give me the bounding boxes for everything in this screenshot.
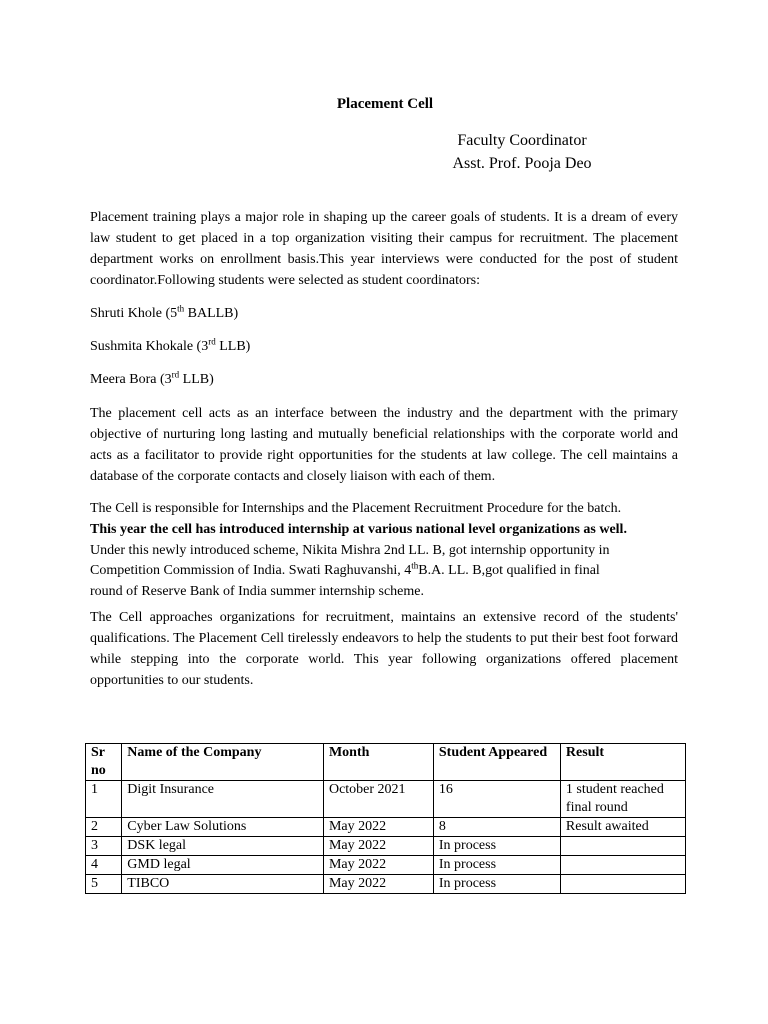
student-coordinator: Meera Bora (3rd LLB) xyxy=(90,369,214,387)
cell-students: In process xyxy=(433,856,560,875)
cell-result xyxy=(560,875,685,894)
page-title: Placement Cell xyxy=(336,96,434,112)
cell-sr: 5 xyxy=(86,875,122,894)
cell-result xyxy=(560,856,685,875)
cell-month: May 2022 xyxy=(323,837,433,856)
internship-line: round of Reserve Bank of India summer internship scheme. xyxy=(90,584,424,599)
cell-company: Cyber Law Solutions xyxy=(122,818,324,837)
cell-company: DSK legal xyxy=(122,837,324,856)
intro-paragraph: Placement training plays a major role in shaping up the career goals of students. It is a dream of every law student to get placed in a top organization visiting their campus for recruitment. The placement department works on enrollment basis.This year interviews were conducted for the post of student coordinator.Following students were selected as student coordinators: xyxy=(90,210,678,288)
coordinator-role: Faculty Coordinator xyxy=(457,132,587,149)
header-result: Result xyxy=(560,744,685,781)
table-row xyxy=(86,781,686,818)
internship-line: The Cell is responsible for Internships and the Placement Recruitment Procedure for the batch. xyxy=(90,501,622,516)
header-month: Month xyxy=(323,744,433,781)
placement-table xyxy=(85,743,686,894)
organizations-paragraph: The Cell approaches organizations for recruitment, maintains an extensive record of the students' qualifications. The Placement Cell tirelessly endeavors to help the students to put their best foot forward while stepping into the corporate world. This year following organizations offered placement opportunities to our students. xyxy=(90,610,678,688)
table-header-row xyxy=(86,744,686,781)
cell-company: Digit Insurance xyxy=(122,781,324,818)
coordinator-name: Asst. Prof. Pooja Deo xyxy=(452,155,592,172)
cell-students: In process xyxy=(433,837,560,856)
header-company: Name of the Company xyxy=(122,744,324,781)
interface-paragraph: The placement cell acts as an interface between the industry and the department with the primary objective of nurturing long lasting and mutually beneficial relationships with the corporate world and acts as a facilitator to provide right opportunities for the students at law college. The cell maintains a database of the corporate contacts and closely liaison with each of them. xyxy=(90,406,678,484)
table-row xyxy=(86,818,686,837)
cell-students: In process xyxy=(433,875,560,894)
cell-sr: 2 xyxy=(86,818,122,837)
cell-month: May 2022 xyxy=(323,818,433,837)
table-row xyxy=(86,856,686,875)
cell-sr: 4 xyxy=(86,856,122,875)
table-row xyxy=(86,875,686,894)
cell-result: 1 student reached final round xyxy=(560,781,685,818)
cell-company: TIBCO xyxy=(122,875,324,894)
cell-students: 16 xyxy=(433,781,560,818)
student-coordinator: Shruti Khole (5th BALLB) xyxy=(90,303,239,321)
cell-month: May 2022 xyxy=(323,875,433,894)
student-coordinator: Sushmita Khokale (3rd LLB) xyxy=(90,336,251,354)
cell-month: May 2022 xyxy=(323,856,433,875)
cell-month: October 2021 xyxy=(323,781,433,818)
header-student-appeared: Student Appeared xyxy=(433,744,560,781)
table-row xyxy=(86,837,686,856)
cell-result xyxy=(560,837,685,856)
cell-sr: 1 xyxy=(86,781,122,818)
internship-highlight: This year the cell has introduced internship at various national level organizations as well. xyxy=(90,522,627,537)
cell-result: Result awaited xyxy=(560,818,685,837)
internship-line: Under this newly introduced scheme, Nikita Mishra 2nd LL. B, got internship opportunity in xyxy=(90,543,610,558)
cell-students: 8 xyxy=(433,818,560,837)
header-sr-no: Sr no xyxy=(86,744,122,781)
cell-company: GMD legal xyxy=(122,856,324,875)
cell-sr: 3 xyxy=(86,837,122,856)
internship-line: Competition Commission of India. Swati Raghuvanshi, 4thB.A. LL. B,got qualified in final xyxy=(90,560,600,578)
